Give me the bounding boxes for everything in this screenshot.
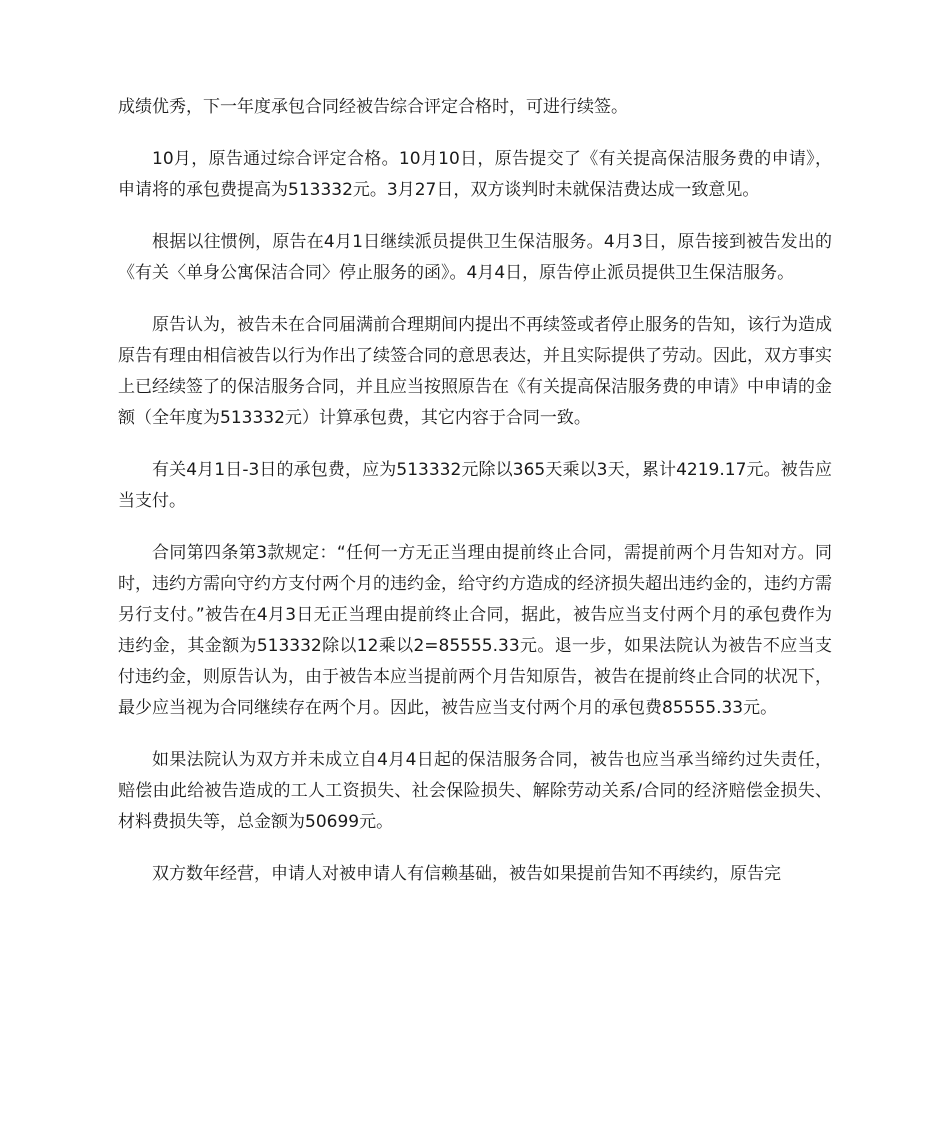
paragraph-trust-basis: 双方数年经营，申请人对被申请人有信赖基础，被告如果提前告知不再续约，原告完 xyxy=(152,864,781,884)
paragraph-evaluation: 10月，原告通过综合评定合格。10月10日，原告提交了《有关提高保洁服务费的申请》，申请将的承包费提高为513332元。3月27日，双方谈判时未就保洁费达成一致意见。 xyxy=(118,149,832,200)
paragraph-liability: 如果法院认为双方并未成立自4月4日起的保洁服务合同，被告也应当承当缔约过失责任，赔偿由此给被告造成的工人工资损失、社会保险损失、解除劳动关系/合同的经济赔偿金损失、材料费损失等，总金额为50699元。 xyxy=(118,750,832,832)
paragraph-contract-clause: 合同第四条第3款规定：“任何一方无正当理由提前终止合同，需提前两个月告知对方。同时，违约方需向守约方支付两个月的违约金，给守约方造成的经济损失超出违约金的，违约方需另行支付。”被告在4月3日无正当理由提前终止合同，据此，被告应当支付两个月的承包费作为违约金，其金额为513332除以12乘以2=85555.33元。退一步，如果法院认为被告不应当支付违约金，则原告认为，由于被告本应当提前两个月告知原告，被告在提前终止合同的状况下，最少应当视为合同继续存在两个月。因此，被告应当支付两个月的承包费85555.33元。 xyxy=(118,543,832,718)
paragraph-fee-calculation: 有关4月1日-3日的承包费，应为513332元除以365天乘以3天，累计4219.17元。被告应当支付。 xyxy=(118,460,832,511)
paragraph-continuation: 成绩优秀，下一年度承包合同经被告综合评定合格时，可进行续签。 xyxy=(118,97,628,117)
document-page xyxy=(118,92,832,911)
paragraph-plaintiff-claim: 原告认为，被告未在合同届满前合理期间内提出不再续签或者停止服务的告知，该行为造成原告有理由相信被告以行为作出了续签合同的意思表达，并且实际提供了劳动。因此，双方事实上已经续签了的保洁服务合同，并且应当按照原告在《有关提高保洁服务费的申请》中申请的金额（全年度为513332元）计算承包费，其它内容于合同一致。 xyxy=(118,315,832,428)
paragraph-service-stop: 根据以往惯例，原告在4月1日继续派员提供卫生保洁服务。4月3日，原告接到被告发出的《有关〈单身公寓保洁合同〉停止服务的函》。4月4日，原告停止派员提供卫生保洁服务。 xyxy=(118,232,832,283)
